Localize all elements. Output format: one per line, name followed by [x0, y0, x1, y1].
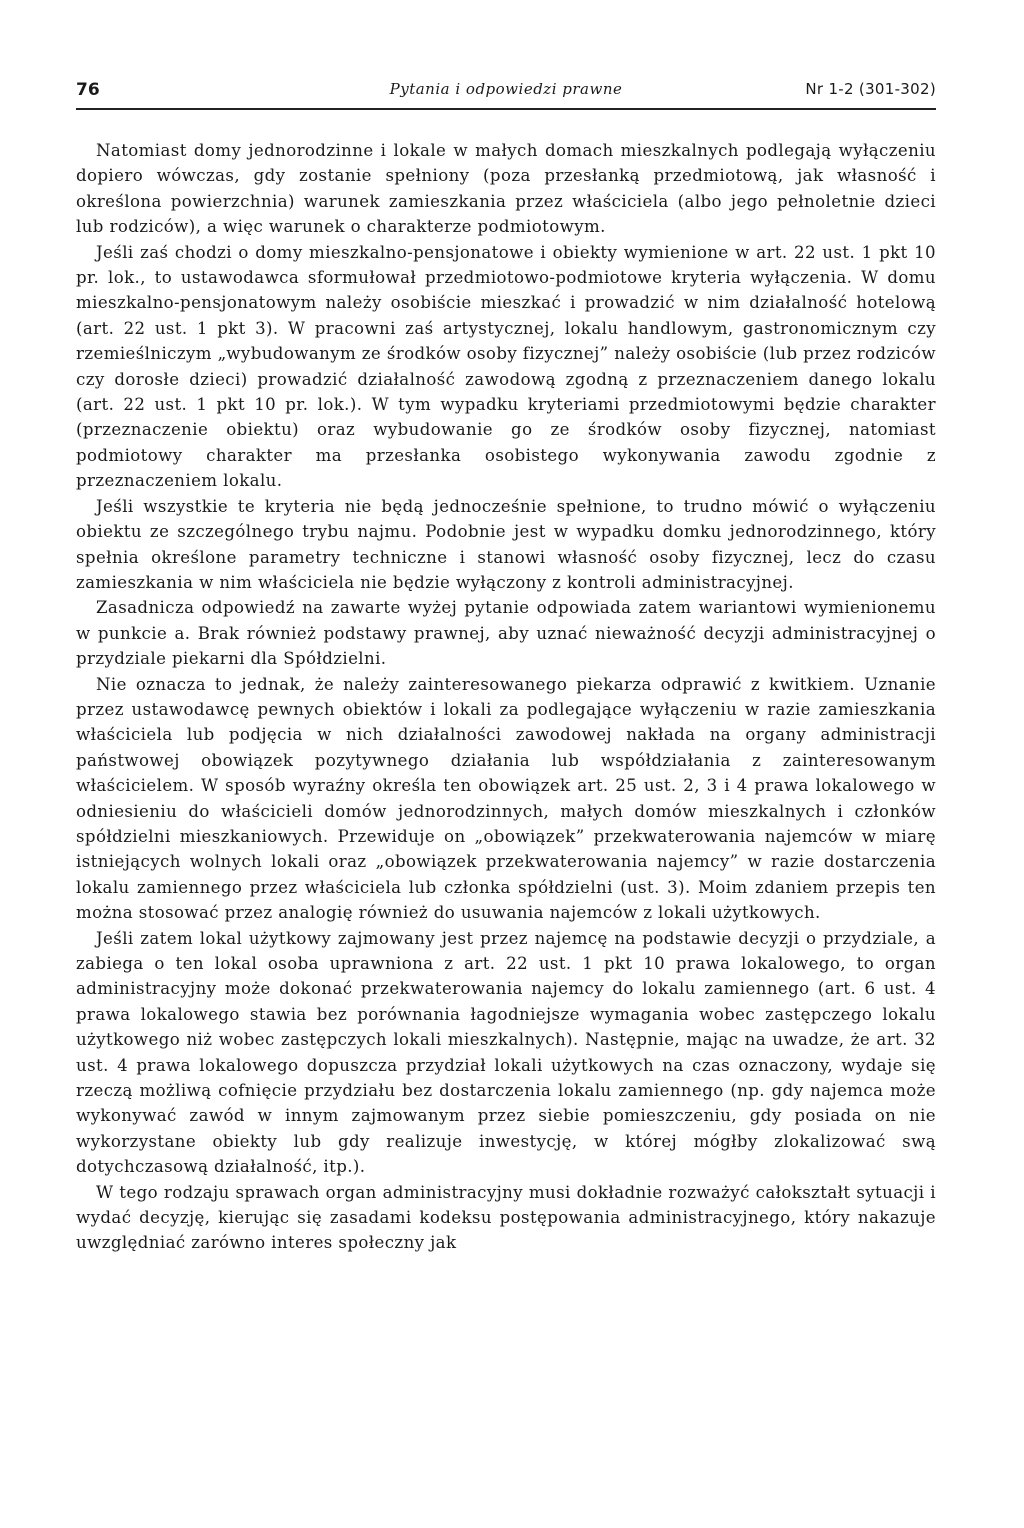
paragraph: Jeśli zatem lokal użytkowy zajmowany jest przez najemcę na podstawie decyzji o przydziale, a zabiega o ten lokal osoba uprawniona z art. 22 ust. 1 pkt 10 prawa lokalowego, to organ administracyjny może dokonać przekwaterowania najemcy do lokalu zamiennego (art. 6 ust. 4 prawa lokalowego stawia bez porównania łagodniejsze wymagania wobec zastępczego lokalu użytkowego niż wobec zastępczych lokali mieszkalnych). Następnie, mając na uwadze, że art. 32 ust. 4 prawa lokalowego dopuszcza przydział lokali użytkowych na czas oznaczony, wydaje się rzeczą możliwą cofnięcie przydziału bez dostarczenia lokalu zamiennego (np. gdy najemca może wykonywać zawód w innym zajmowanym przez siebie pomieszczeniu, gdy posiada on nie wykorzystane obiekty lub gdy realizuje inwestycję, w której mógłby zlokalizować swą dotychczasową działalność, itp.).	[76, 928, 936, 1177]
journal-title: Pytania i odpowiedzi prawne	[389, 80, 623, 98]
issue-number: Nr 1-2 (301-302)	[805, 80, 936, 98]
paragraph: W tego rodzaju sprawach organ administracyjny musi dokładnie rozważyć całokształt sytuacji i wydać decyzję, kierując się zasadami kodeksu postępowania administracyjnego, który nakazuje uwzględniać zarówno interes społeczny jak	[76, 1182, 936, 1253]
page-number: 76	[76, 80, 100, 100]
paragraph: Nie oznacza to jednak, że należy zainteresowanego piekarza odprawić z kwitkiem. Uznanie przez ustawodawcę pewnych obiektów i lokali za podlegające wyłączeniu w razie zamieszkania właściciela lub podjęcia w nich działalności zawodowej nakłada na organy administracji państwowej obowiązek pozytywnego działania lub współdziałania z zainteresowanym właścicielem. W sposób wyraźny określa ten obowiązek art. 25 ust. 2, 3 i 4 prawa lokalowego w odniesieniu do właścicieli domów jednorodzinnych, małych domów mieszkalnych i członków spółdzielni mieszkaniowych. Przewiduje on „obowiązek” przekwaterowania najemców w miarę istniejących wolnych lokali oraz „obowiązek przekwaterowania najemcy” w razie dostarczenia lokalu zamiennego przez właściciela lub członka spółdzielni (ust. 3). Moim zdaniem przepis ten można stosować przez analogię również do usuwania najemców z lokali użytkowych.	[76, 674, 936, 923]
body-text	[76, 138, 936, 1256]
document-page	[76, 72, 936, 1253]
paragraph: Jeśli zaś chodzi o domy mieszkalno-pensjonatowe i obiekty wymienione w art. 22 ust. 1 pkt 10 pr. lok., to ustawodawca sformułował przedmiotowo-podmiotowe kryteria wyłączenia. W domu mieszkalno-pensjonatowym należy osobiście mieszkać i prowadzić w nim działalność hotelową (art. 22 ust. 1 pkt 3). W pracowni zaś artystycznej, lokalu handlowym, gastronomicznym czy rzemieślniczym „wybudowanym ze środków osoby fizycznej” należy osobiście (lub przez rodziców czy dorosłe dzieci) prowadzić działalność zawodową zgodną z przeznaczeniem danego lokalu (art. 22 ust. 1 pkt 10 pr. lok.). W tym wypadku kryteriami przedmiotowymi będzie charakter (przeznaczenie obiektu) oraz wybudowanie go ze środków osoby fizycznej, natomiast podmiotowy charakter ma przesłanka osobistego wykonywania zawodu zgodnie z przeznaczeniem lokalu.	[76, 242, 936, 491]
paragraph: Natomiast domy jednorodzinne i lokale w małych domach mieszkalnych podlegają wyłączeniu dopiero wówczas, gdy zostanie spełniony (poza przesłanką przedmiotową, jak własność i określona powierzchnia) warunek zamieszkania przez właściciela (albo jego pełnoletnie dzieci lub rodziców), a więc warunek o charakterze podmiotowym.	[76, 141, 936, 237]
paragraph: Jeśli wszystkie te kryteria nie będą jednocześnie spełnione, to trudno mówić o wyłączeniu obiektu ze szczególnego trybu najmu. Podobnie jest w wypadku domku jednorodzinnego, który spełnia określone parametry techniczne i stanowi własność osoby fizycznej, lecz do czasu zamieszkania w nim właściciela nie będzie wyłączony z kontroli administracyjnej.	[76, 496, 936, 592]
running-header	[76, 72, 936, 102]
header-divider	[76, 108, 936, 110]
paragraph: Zasadnicza odpowiedź na zawarte wyżej pytanie odpowiada zatem wariantowi wymienionemu w punkcie a. Brak również podstawy prawnej, aby uznać nieważność decyzji administracyjnej o przydziale piekarni dla Spółdzielni.	[76, 598, 936, 669]
